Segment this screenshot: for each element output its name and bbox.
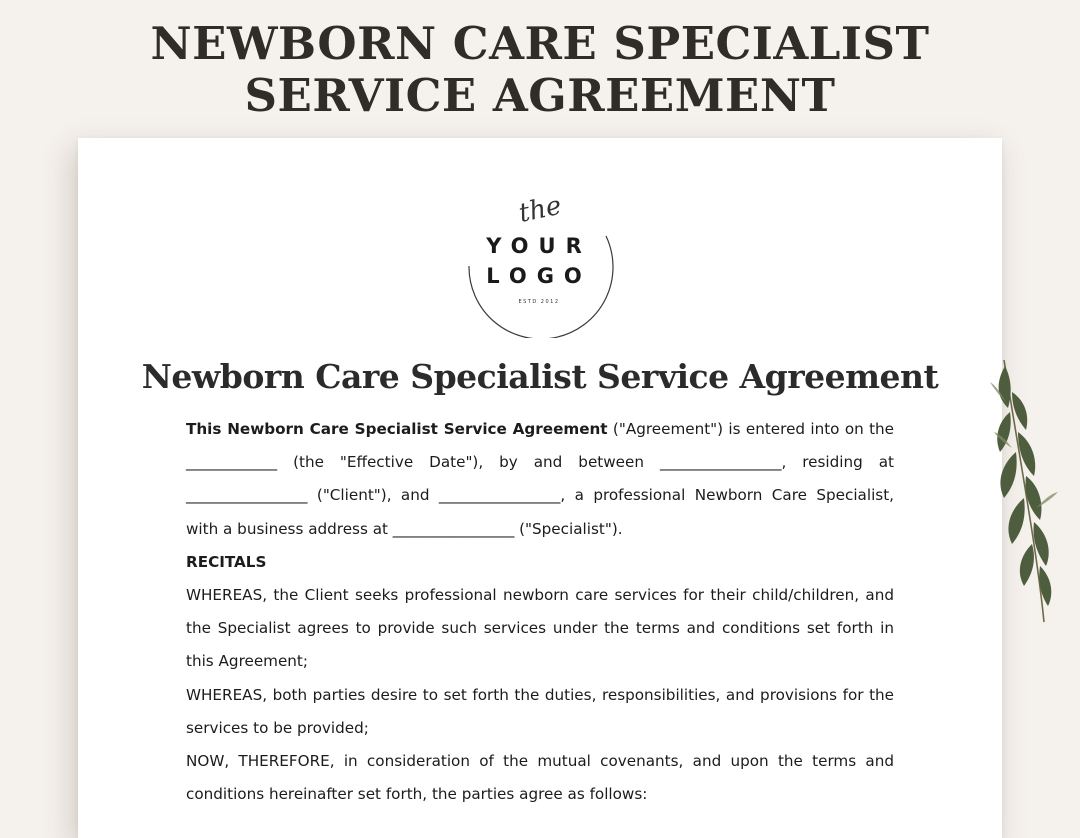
logo-line-2: LOGO xyxy=(486,264,592,288)
logo-line-1: YOUR xyxy=(486,234,592,258)
document-body xyxy=(186,413,894,811)
whereas-paragraph-2: WHEREAS, both parties desire to set forth the duties, responsibilities, and provisions for the services to be provided; xyxy=(186,685,894,737)
logo-graphic xyxy=(459,186,619,338)
logo-placeholder xyxy=(459,186,619,338)
document-title: Newborn Care Specialist Service Agreement xyxy=(141,357,939,396)
plant-sprig-decoration xyxy=(982,352,1080,632)
logo-estd: ESTD 2012 xyxy=(518,299,560,305)
intro-text: ("Agreement") is entered into on the ____________ (the "Effective Date"), by and between ________________, residing at ________________ ("Client"), and ________________, a professional Newborn Care Specialist, with a business address at ________________ ("Specialist"). xyxy=(186,420,894,538)
banner-title-line-2: SERVICE AGREEMENT xyxy=(244,69,836,122)
logo-script-text: the xyxy=(516,190,565,229)
intro-paragraph xyxy=(186,413,894,546)
banner-title-line-1: NEWBORN CARE SPECIALIST xyxy=(150,17,930,70)
now-therefore-paragraph: NOW, THEREFORE, in consideration of the mutual covenants, and upon the terms and conditions hereinafter set forth, the parties agree as follows: xyxy=(186,752,894,804)
sprig-icon xyxy=(982,352,1080,632)
intro-bold-text: This Newborn Care Specialist Service Agreement xyxy=(186,420,608,438)
whereas-paragraph-1: WHEREAS, the Client seeks professional newborn care services for their child/children, and the Specialist agrees to provide such services under the terms and conditions set forth in this Agreement; xyxy=(186,586,894,671)
recitals-heading: RECITALS xyxy=(186,552,267,571)
banner-title xyxy=(0,18,1080,122)
